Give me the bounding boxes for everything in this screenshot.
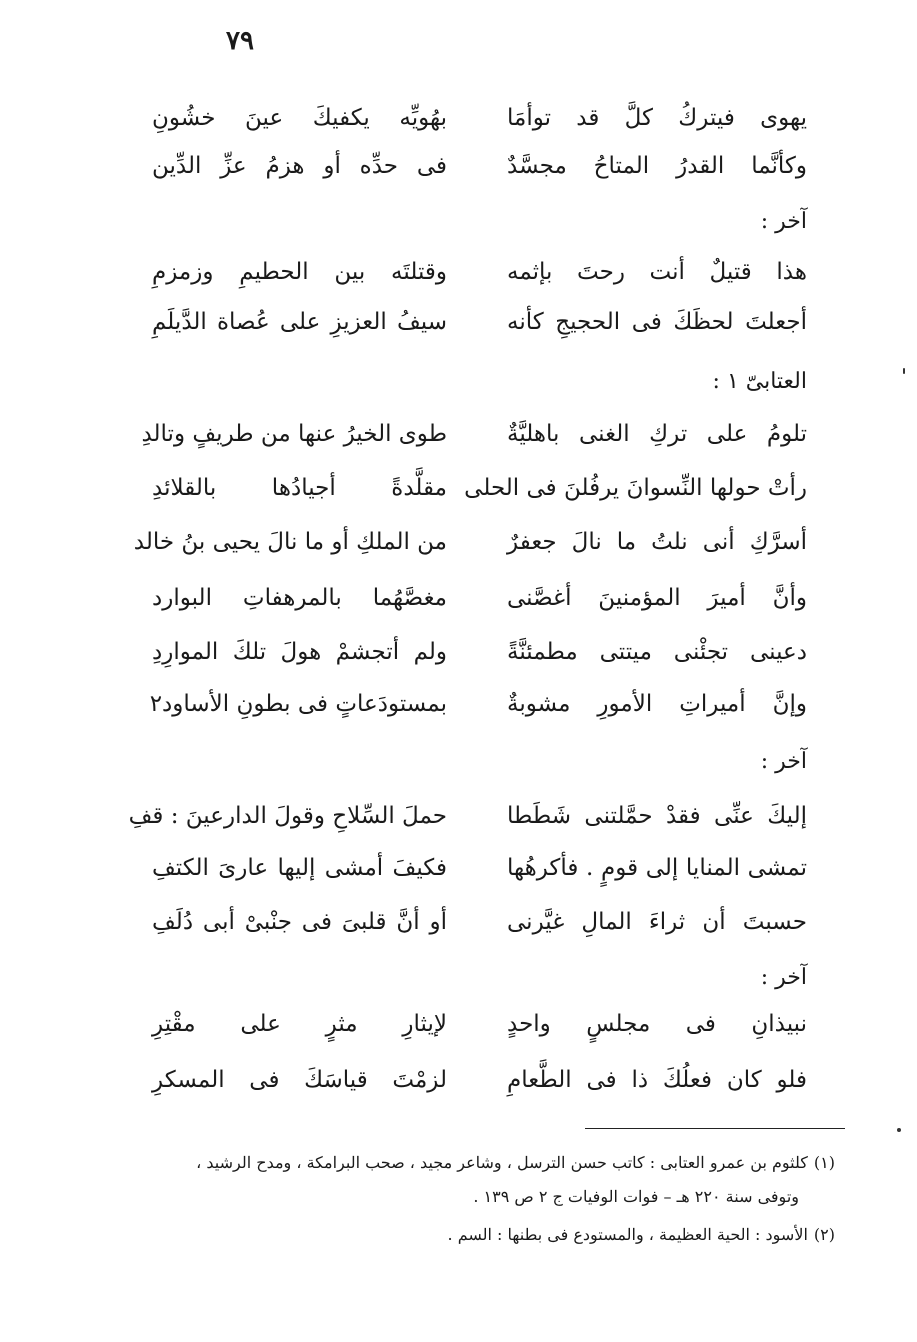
verse-first-hemistich: حسبتَ أن ثراءَ المالِ غيَّرنى	[507, 909, 807, 935]
verse-second-hemistich: مقلَّدةً أجيادُها بالقلائدِ	[152, 475, 447, 501]
verse-line	[0, 302, 917, 342]
verse-line	[0, 684, 917, 724]
section-heading: آخر :	[760, 209, 807, 234]
scan-speck	[903, 368, 905, 374]
verse-first-hemistich: فلو كان فعلُكَ ذا فى الطَّعامِ	[507, 1067, 807, 1093]
verse-second-hemistich: فى حدِّه أو هزمُ عزِّ الدِّين	[152, 153, 447, 179]
verse-second-hemistich: وقتلتَه بين الحطيمِ وزمزمِ	[152, 259, 447, 285]
verse-line	[0, 468, 917, 508]
verse-first-hemistich: تمشى المنايا إلى قومٍ . فأكرهُها	[507, 855, 807, 881]
verse-first-hemistich: وأنَّ أميرَ المؤمنينَ أغصَّنى	[507, 585, 807, 611]
page-number: ٧٩	[226, 26, 254, 56]
verse-first-hemistich: يهوى فيتركُ كلَّ قد توأمَا	[507, 105, 807, 131]
verse-second-hemistich: بمستودَعاتٍ فى بطونِ الأساود٢	[149, 691, 447, 717]
verse-second-hemistich: ولم أتجشمْ هولَ تلكَ الموارِدِ	[152, 639, 447, 665]
verse-second-hemistich: فكيفَ أمشى إليها عارىَ الكتفِ	[152, 855, 447, 881]
verse-second-hemistich: بهُويِّه يكفيكَ عينَ خشُونِ	[152, 105, 447, 131]
verse-second-hemistich: لزمْتَ قياسَكَ فى المسكرِ	[152, 1067, 447, 1093]
verse-second-hemistich: مغصَّهُما بالمرهفاتِ البوارد	[152, 585, 447, 611]
verse-first-hemistich: إليكَ عنِّى فقدْ حمَّلتنى شَطَطا	[507, 803, 807, 829]
verse-first-hemistich: أجعلتَ لحظَكَ فى الحجيجِ كأنه	[507, 309, 807, 335]
verse-first-hemistich: أسرَّكِ أنى نلتُ ما نالَ جعفرٌ	[507, 529, 807, 555]
footnote-marker: (١)	[813, 1153, 835, 1172]
verse-second-hemistich: من الملكِ أو ما نالَ يحيى بنُ خالد	[133, 529, 447, 555]
verse-second-hemistich: حملَ السِّلاحِ وقولَ الدارعينَ : قفِ	[128, 803, 447, 829]
footnote	[145, 1148, 835, 1178]
footnote	[145, 1220, 835, 1250]
footnote-divider	[585, 1128, 845, 1129]
section-heading: آخر :	[760, 749, 807, 774]
verse-first-hemistich: رأتْ حولها النِّسوانَ يرفُلنَ فى الحلى	[464, 475, 807, 501]
verse-second-hemistich: سيفُ العزيزِ على عُصاة الدَّيلَمِ	[152, 309, 447, 335]
verse-second-hemistich: لإيثارِ مثرٍ على مقْتِرِ	[152, 1011, 447, 1037]
footnote-text: وتوفى سنة ٢٢٠ هـ – فوات الوفيات ج ٢ ص ١٣٩ .	[473, 1187, 799, 1206]
verse-second-hemistich: طوى الخيرُ عنها من طريفٍ وتالدِ	[141, 421, 447, 447]
verse-line	[0, 1004, 917, 1044]
verse-second-hemistich: أو أنَّ قلبىَ فى جنْبىْ أبى دُلَفِ	[152, 909, 447, 935]
verse-line	[0, 252, 917, 292]
verse-first-hemistich: دعينى تجئْنى ميتتى مطمئنَّةً	[507, 639, 807, 665]
scan-speck	[897, 1128, 901, 1132]
verse-line	[0, 414, 917, 454]
verse-first-hemistich: وكأنَّما القدرُ المتاحُ مجسَّدٌ	[507, 153, 807, 179]
verse-first-hemistich: هذا قتيلٌ أنت رحتَ بإثمه	[507, 259, 807, 285]
verse-line	[0, 848, 917, 888]
footnote-text: كلثوم بن عمرو العتابى : كاتب حسن الترسل ، وشاعر مجيد ، صحب البرامكة ، ومدح الرشيد ،	[196, 1153, 808, 1172]
footnote-continuation	[109, 1182, 799, 1212]
verse-line	[0, 632, 917, 672]
footnote-marker: (٢)	[813, 1225, 835, 1244]
footnote-text: الأسود : الحية العظيمة ، والمستودع فى بطنها : السم .	[447, 1225, 808, 1244]
verse-line	[0, 98, 917, 138]
verse-line	[0, 146, 917, 186]
section-heading: العتابىّ ١ :	[712, 369, 807, 394]
verse-line	[0, 1060, 917, 1100]
verse-line	[0, 902, 917, 942]
verse-first-hemistich: وإنَّ أميراتِ الأمورِ مشوبةٌ	[507, 691, 807, 717]
verse-first-hemistich: تلومُ على تركِ الغنى باهليَّةٌ	[507, 421, 807, 447]
verse-line	[0, 522, 917, 562]
verse-line	[0, 578, 917, 618]
section-heading: آخر :	[760, 965, 807, 990]
verse-first-hemistich: نبيذانِ فى مجلسٍ واحدٍ	[507, 1011, 807, 1037]
verse-line	[0, 796, 917, 836]
